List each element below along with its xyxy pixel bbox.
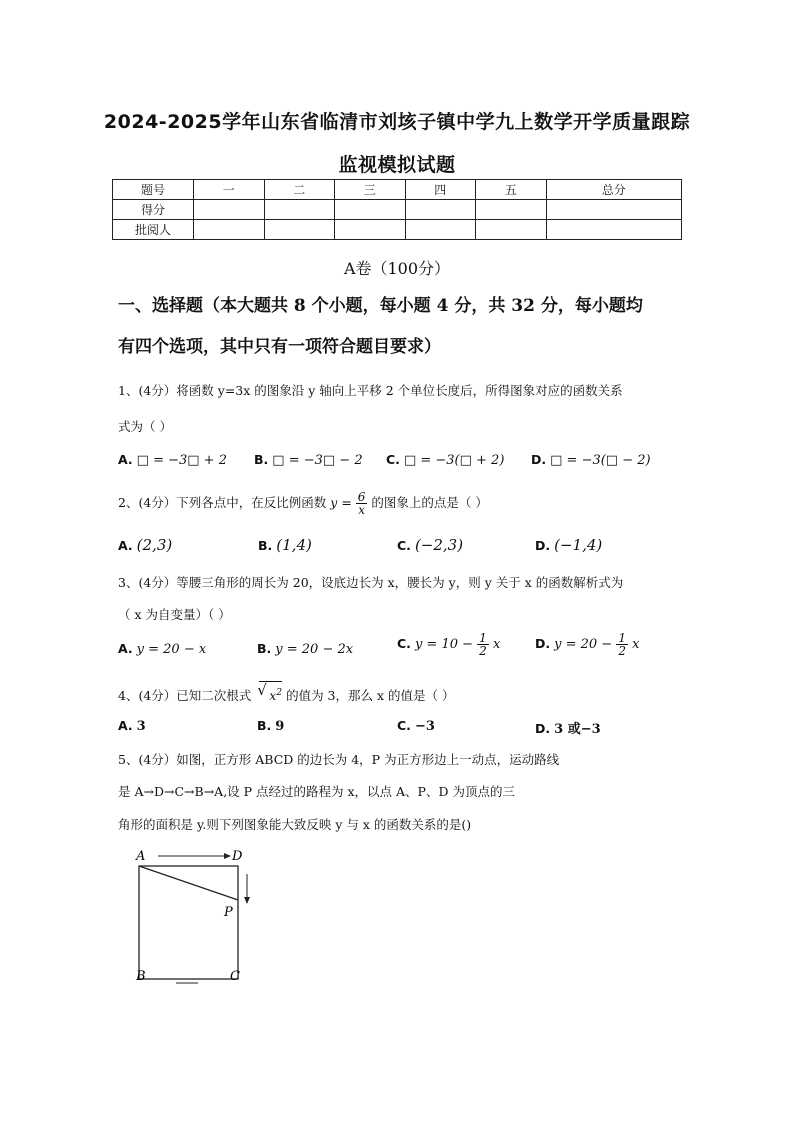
option-label: D.: [531, 452, 547, 467]
page-title-line1: 2024-2025学年山东省临清市刘垓子镇中学九上数学开学质量跟踪: [103, 111, 691, 133]
q2-options: [118, 536, 698, 558]
section1-line1: 一、选择题（本大题共 8 个小题，每小题 4 分，共 32 分，每小题均: [118, 296, 643, 316]
label-b: B: [136, 969, 146, 984]
option-label: B.: [254, 452, 269, 467]
segment-ap: [139, 866, 238, 900]
score-cell[interactable]: [546, 200, 682, 220]
fraction-numerator: 6: [357, 490, 366, 504]
reviewer-cell[interactable]: [264, 220, 335, 240]
option-expr: 9: [275, 719, 285, 734]
label-d: D: [232, 849, 243, 864]
reviewer-cell[interactable]: [546, 220, 682, 240]
row-label: 批阅人: [113, 220, 194, 240]
q2-fraction: [356, 491, 368, 516]
score-cell[interactable]: [335, 200, 406, 220]
reviewer-cell[interactable]: [405, 220, 476, 240]
option-label: D.: [535, 721, 551, 736]
q3-option-c[interactable]: [397, 632, 500, 657]
option-label: C.: [386, 452, 400, 467]
option-expr-after: x: [492, 637, 501, 652]
score-cell[interactable]: [194, 200, 265, 220]
arrowhead-right-icon: [224, 853, 231, 859]
option-label: C.: [397, 538, 411, 553]
q1-text-line2: 式为（ ）: [118, 419, 172, 434]
q4-radical: [259, 681, 282, 707]
radical-sign-icon: √: [257, 681, 267, 699]
option-label: D.: [535, 636, 551, 651]
score-cell[interactable]: [476, 200, 547, 220]
section1-line2: 有四个选项，其中只有一项符合题目要求）: [118, 337, 441, 357]
q4-text-after: 的值为 3，那么 x 的值是（ ）: [286, 688, 455, 704]
section1-heading: [118, 286, 688, 368]
table-header-cell: 三: [335, 180, 406, 200]
q2-text: [118, 488, 698, 528]
reviewer-row: [113, 220, 682, 240]
reviewer-cell[interactable]: [194, 220, 265, 240]
q3-options: [118, 632, 698, 668]
q4-text: [118, 681, 698, 707]
q4-exponent: 2: [276, 688, 283, 698]
option-expr: □ = −3□ − 2: [272, 453, 363, 468]
option-expr: □ = −3□ + 2: [136, 453, 227, 468]
option-expr-before: y = 20 −: [554, 637, 613, 652]
option-label: B.: [257, 718, 272, 733]
option-label: A.: [118, 641, 133, 656]
q2-option-c[interactable]: [397, 536, 463, 554]
option-label: B.: [258, 538, 273, 553]
page-title-line2: 监视模拟试题: [338, 154, 456, 176]
label-c: C: [230, 969, 240, 984]
q4-option-b[interactable]: [257, 718, 284, 734]
score-cell[interactable]: [264, 200, 335, 220]
fraction-denominator: x: [358, 503, 365, 517]
option-label: C.: [397, 718, 411, 733]
option-expr: y = 20 − x: [136, 642, 207, 657]
option-expr: y = 20 − 2x: [275, 642, 354, 657]
q3-option-a[interactable]: [118, 641, 206, 657]
q2-option-b[interactable]: [258, 536, 312, 554]
q2-option-a[interactable]: [118, 536, 172, 554]
fraction-denominator: 2: [618, 644, 626, 658]
fraction-numerator: 1: [618, 631, 626, 645]
option-fraction: [616, 632, 628, 657]
q4-text-before: 4、(4分）已知二次根式: [118, 688, 252, 704]
q1-text-line1: 1、(4分）将函数 y=3x 的图象沿 y 轴向上平移 2 个单位长度后，所得图象对应的函数关系: [118, 383, 623, 398]
option-expr: □ = −3(□ − 2): [550, 453, 651, 468]
fraction-numerator: 1: [479, 631, 487, 645]
q1-option-b[interactable]: [254, 452, 363, 468]
row-label: 得分: [113, 200, 194, 220]
table-header-cell: 总分: [546, 180, 682, 200]
q1-options: [118, 452, 698, 474]
option-expr: 3: [136, 719, 146, 734]
q3-text-line1: 3、(4分）等腰三角形的周长为 20，设底边长为 x，腰长为 y，则 y 关于 x 的函数解析式为: [118, 575, 624, 590]
score-cell[interactable]: [405, 200, 476, 220]
q1-option-a[interactable]: [118, 452, 227, 468]
table-header-cell: 四: [405, 180, 476, 200]
option-fraction: [477, 632, 489, 657]
score-table-header-row: [113, 180, 682, 200]
option-label: B.: [257, 641, 272, 656]
table-header-cell: 题号: [113, 180, 194, 200]
option-label: D.: [535, 538, 551, 553]
q2-text-before: 2、(4分）下列各点中，在反比例函数: [118, 495, 327, 510]
q5-text-line3: 角形的面积是 y.则下列图象能大致反映 y 与 x 的函数关系的是(): [118, 817, 472, 832]
q2-func-lhs: y =: [330, 495, 352, 510]
q4-option-c[interactable]: [397, 718, 435, 734]
option-expr: −3: [414, 719, 435, 734]
option-label: A.: [118, 538, 133, 553]
label-a: A: [136, 849, 146, 864]
option-expr: 3 或−3: [554, 722, 601, 737]
option-expr: (1,4): [276, 536, 312, 554]
q1-option-c[interactable]: [386, 452, 504, 468]
q4-options: [118, 718, 698, 740]
option-expr: (−2,3): [414, 536, 464, 554]
reviewer-cell[interactable]: [335, 220, 406, 240]
q2-text-after: 的图象上的点是（ ）: [371, 495, 488, 510]
q3-option-b[interactable]: [257, 641, 353, 657]
q4-option-d[interactable]: [535, 718, 601, 737]
table-header-cell: 一: [194, 180, 265, 200]
option-label: A.: [118, 452, 133, 467]
q2-option-d[interactable]: [535, 536, 602, 554]
section-a-heading: A卷（100分）: [343, 259, 451, 278]
q3-option-d[interactable]: [535, 632, 639, 657]
q3-text-line2: （ x 为自变量）（ ）: [118, 607, 231, 622]
option-expr: (−1,4): [554, 536, 603, 554]
option-label: A.: [118, 718, 133, 733]
fraction-denominator: 2: [479, 644, 487, 658]
option-expr: □ = −3(□ + 2): [403, 453, 505, 468]
option-expr-before: y = 10 −: [414, 637, 474, 652]
option-expr: (2,3): [136, 536, 173, 554]
option-expr-after: x: [632, 637, 640, 652]
option-label: C.: [397, 636, 411, 651]
square-abcd-figure: [128, 842, 268, 987]
q4-radicand: x: [269, 688, 277, 704]
reviewer-cell[interactable]: [476, 220, 547, 240]
label-p: P: [224, 905, 233, 920]
arrowhead-down-icon: [244, 897, 250, 904]
q5-text-line1: 5、(4分）如图，正方形 ABCD 的边长为 4，P 为正方形边上一动点，运动路线: [118, 752, 560, 767]
score-table: [112, 179, 682, 240]
q4-option-a[interactable]: [118, 718, 146, 734]
q1-option-d[interactable]: [531, 452, 651, 468]
table-header-cell: 二: [264, 180, 335, 200]
table-header-cell: 五: [476, 180, 547, 200]
q5-text-line2: 是 A→D→C→B→A,设 P 点经过的路程为 x，以点 A、P、D 为顶点的三: [118, 784, 515, 799]
score-row: [113, 200, 682, 220]
